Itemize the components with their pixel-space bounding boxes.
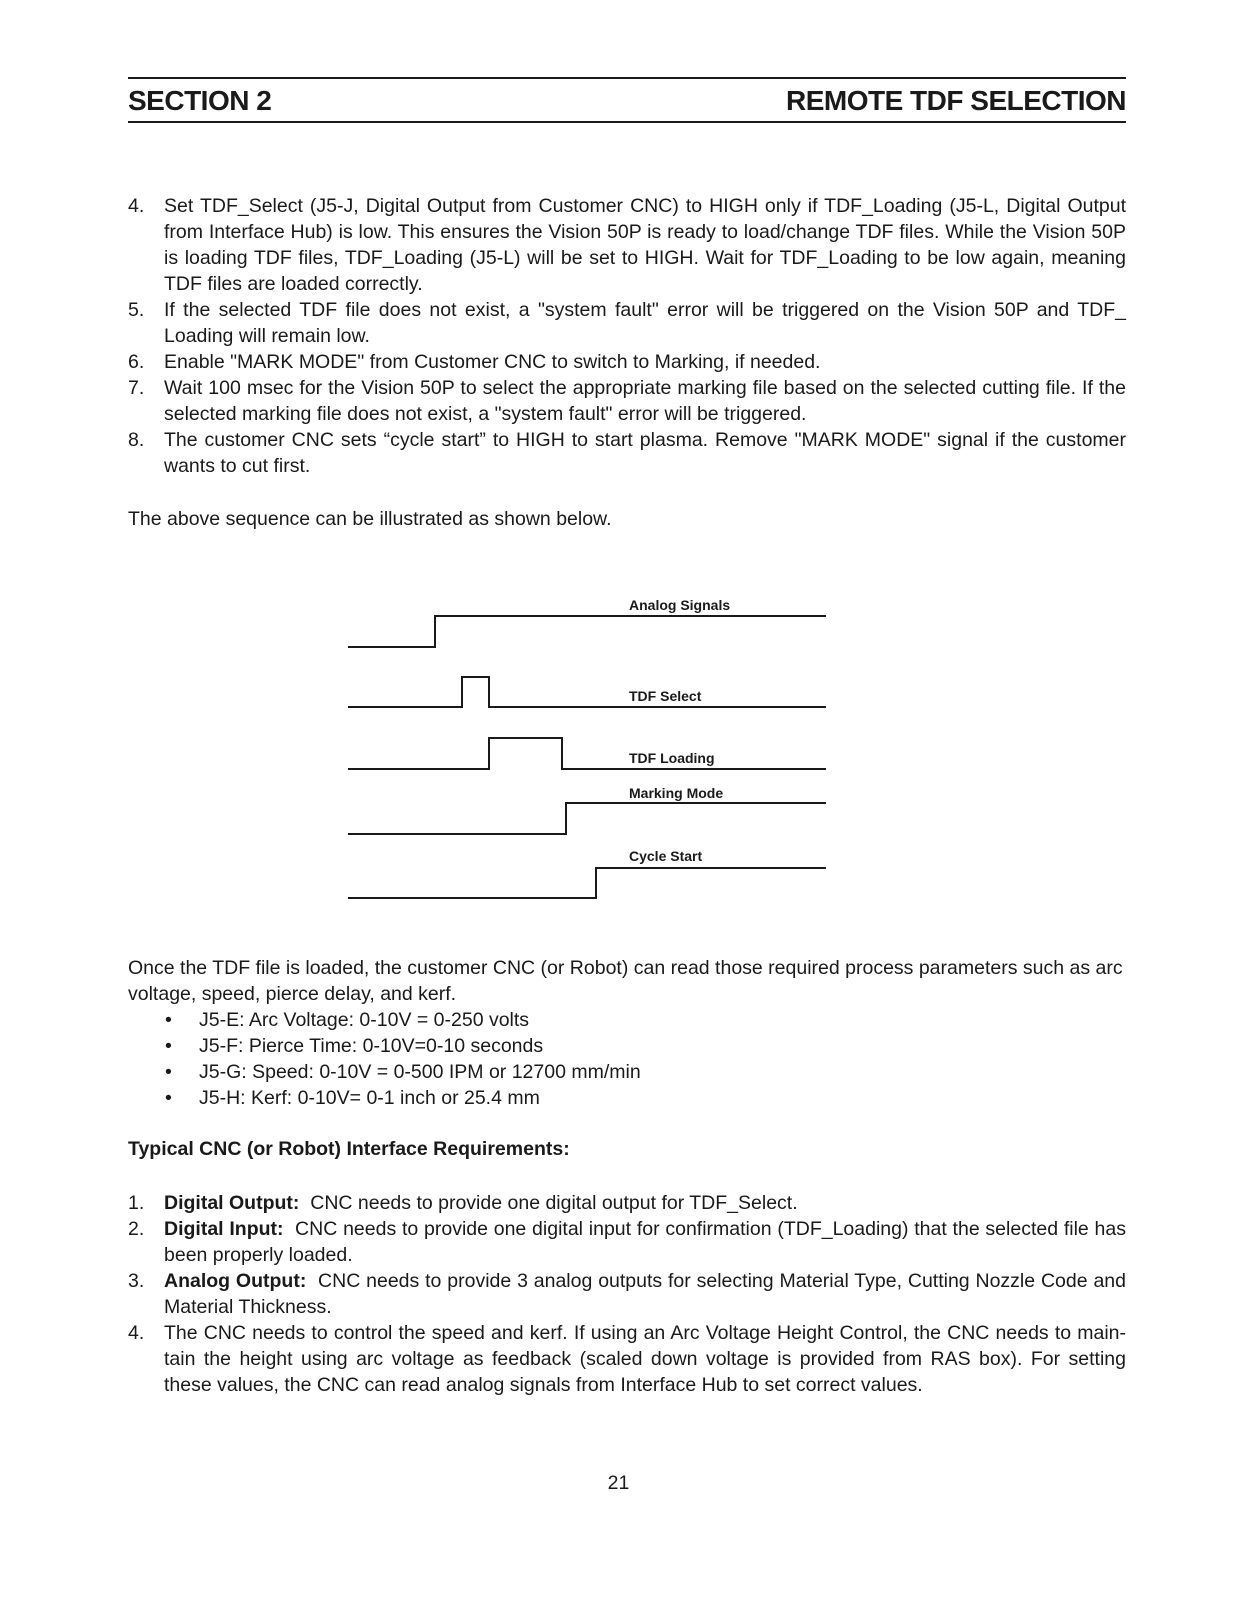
- section-number: SECTION 2: [128, 85, 272, 116]
- signal-label-cycle-start: Cycle Start: [629, 848, 703, 864]
- section-title: REMOTE TDF SELECTION: [786, 85, 1126, 116]
- list-item: [128, 1268, 1126, 1320]
- step-number: 4.: [128, 195, 145, 217]
- list-item: [128, 349, 1126, 375]
- requirement-number: 3.: [128, 1270, 145, 1292]
- requirement-label: Analog Output:: [164, 1270, 307, 1292]
- requirement-text: CNC needs to provide 3 analog outputs for selecting Material Type, Cutting Nozzle Code and Material Thickness.: [164, 1270, 1126, 1318]
- list-item: [128, 1007, 641, 1033]
- list-item: [128, 1216, 1126, 1268]
- waveform-tdf-select: [348, 677, 826, 707]
- requirement-text: The CNC needs to control the speed and kerf. If using an Arc Voltage Height Control, the CNC needs to main-tain the height using arc voltage as feedback (scaled down voltage is provided from RAS box). For setting these values, the CNC can read analog signals from Interface Hub to set correct values.: [164, 1322, 1126, 1396]
- step-text: Set TDF_Select (J5-J, Digital Output from Customer CNC) to HIGH only if TDF_Loading (J5-L, Digital Output from Interface Hub) is low. This ensures the Vision 50P is ready to load/change TDF files. While the Vision 50P is loading TDF files, TDF_Loading (J5-L) will be set to HIGH. Wait for TDF_Loading to be low again, meaning TDF files are loaded correctly.: [164, 195, 1126, 295]
- section-header: [128, 77, 1126, 123]
- waveform-marking-mode: [348, 803, 826, 834]
- parameter-list: [128, 1007, 641, 1111]
- step-number: 7.: [128, 377, 145, 399]
- page-number: 21: [607, 1472, 630, 1494]
- step-text: If the selected TDF file does not exist, a "system fault" error will be triggered on the Vision 50P and TDF_ Loading will remain low.: [164, 299, 1126, 347]
- requirement-label: Digital Input:: [164, 1218, 284, 1240]
- parameter-text: J5-E: Arc Voltage: 0-10V = 0-250 volts: [199, 1009, 530, 1031]
- bullet-icon: •: [165, 1035, 172, 1057]
- requirements-list: [128, 1190, 1126, 1398]
- step-number: 8.: [128, 429, 145, 451]
- list-item: [128, 297, 1126, 349]
- list-item: [128, 1085, 641, 1111]
- bullet-icon: •: [165, 1087, 172, 1109]
- procedure-steps: [128, 193, 1126, 479]
- parameter-text: J5-G: Speed: 0-10V = 0-500 IPM or 12700 mm/min: [199, 1061, 641, 1083]
- requirement-text: CNC needs to provide one digital output for TDF_Select.: [310, 1192, 798, 1214]
- timing-diagram: [340, 585, 840, 915]
- requirement-text: CNC needs to provide one digital input for confirmation (TDF_Loading) that the selected file has been properly loaded.: [164, 1218, 1126, 1266]
- requirement-label: Digital Output:: [164, 1192, 300, 1214]
- requirement-number: 1.: [128, 1192, 145, 1214]
- list-item: [128, 427, 1126, 479]
- waveform-analog-signals: [348, 616, 826, 647]
- bullet-icon: •: [165, 1061, 172, 1083]
- bullet-icon: •: [165, 1009, 172, 1031]
- process-parameters-intro: Once the TDF file is loaded, the customer CNC (or Robot) can read those required process parameters such as arc voltage, speed, pierce delay, and kerf.: [128, 957, 1123, 1005]
- parameter-text: J5-F: Pierce Time: 0-10V=0-10 seconds: [199, 1035, 544, 1057]
- list-item: [128, 1190, 1126, 1216]
- list-item: [128, 1320, 1126, 1398]
- waveform-cycle-start: [348, 868, 826, 898]
- list-item: [128, 193, 1126, 297]
- step-text: Wait 100 msec for the Vision 50P to select the appropriate marking file based on the selected cutting file. If the selected marking file does not exist, a "system fault" error will be triggered.: [164, 377, 1126, 425]
- signal-label-marking-mode: Marking Mode: [629, 785, 724, 801]
- signal-label-tdf-select: TDF Select: [629, 688, 702, 704]
- list-item: [128, 1033, 641, 1059]
- requirement-number: 4.: [128, 1322, 145, 1344]
- sequence-intro: The above sequence can be illustrated as shown below.: [128, 508, 612, 530]
- step-number: 5.: [128, 299, 145, 321]
- requirement-number: 2.: [128, 1218, 145, 1240]
- step-text: The customer CNC sets “cycle start” to HIGH to start plasma. Remove "MARK MODE" signal if the customer wants to cut first.: [164, 429, 1126, 477]
- signal-label-tdf-loading: TDF Loading: [629, 750, 715, 766]
- step-text: Enable "MARK MODE" from Customer CNC to switch to Marking, if needed.: [164, 351, 821, 373]
- signal-label-analog-signals: Analog Signals: [629, 597, 731, 613]
- waveform-tdf-loading: [348, 738, 826, 769]
- step-number: 6.: [128, 351, 145, 373]
- list-item: [128, 1059, 641, 1085]
- requirements-heading: Typical CNC (or Robot) Interface Requirements:: [128, 1138, 570, 1160]
- list-item: [128, 375, 1126, 427]
- parameter-text: J5-H: Kerf: 0-10V= 0-1 inch or 25.4 mm: [199, 1087, 540, 1109]
